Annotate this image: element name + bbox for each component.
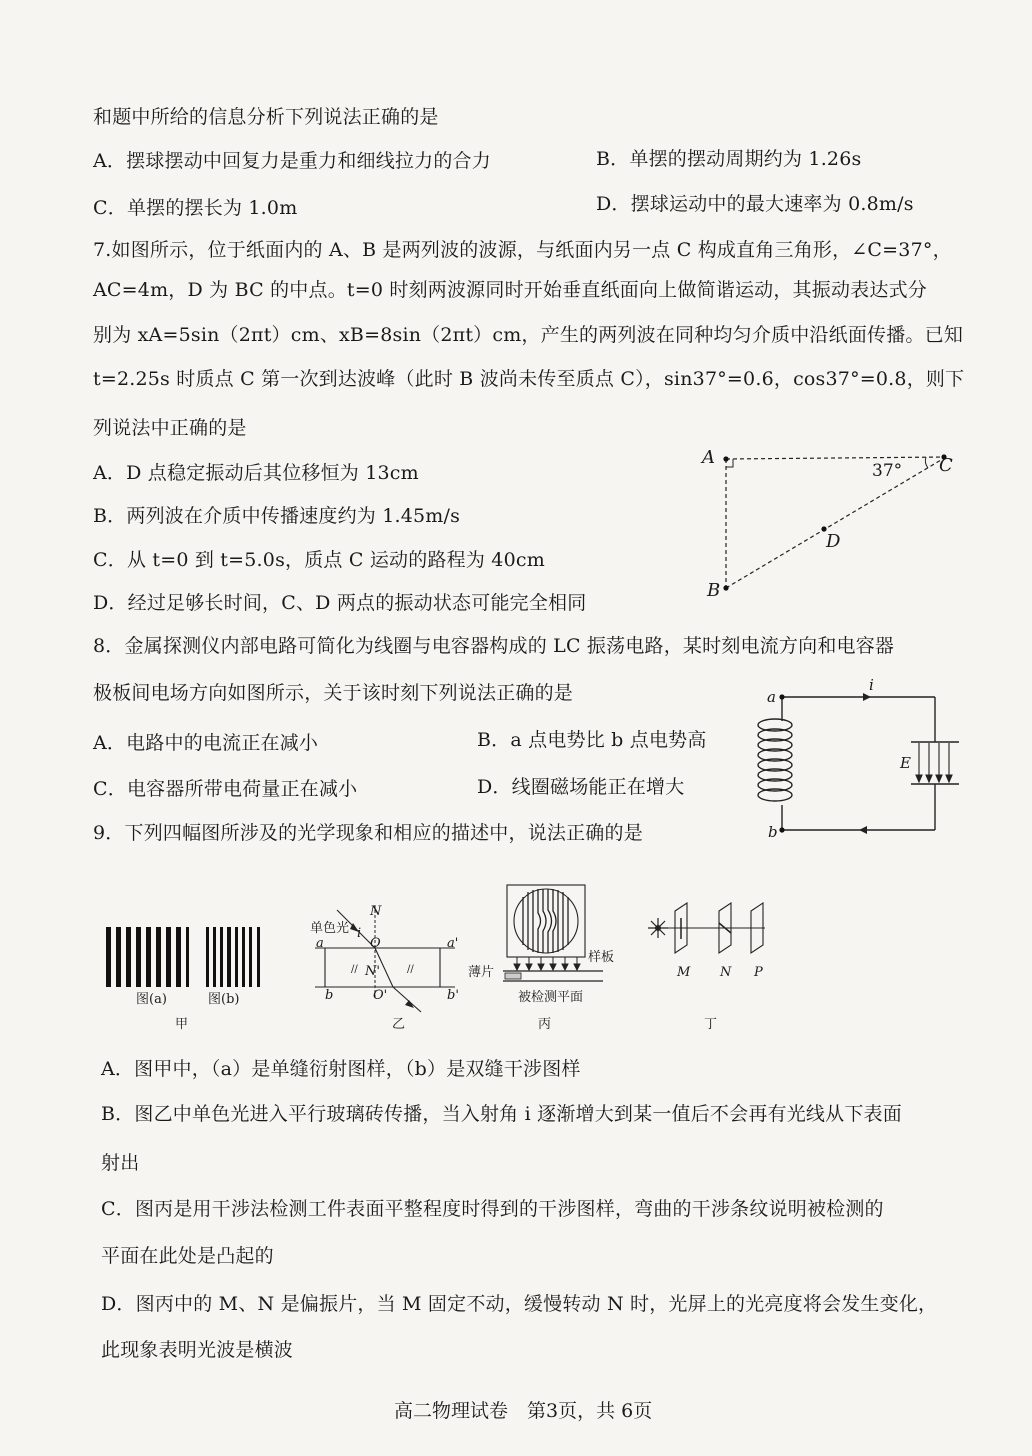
q7-option-b: B．两列波在介质中传播速度约为 1.45m/s [93,505,461,527]
fig-yi-b-prime: b' [447,988,459,1003]
q6-option-a: A．摆球摆动中回复力是重力和细线拉力的合力 [93,150,491,172]
lc-label-e: E [900,754,911,772]
q8-option-b: B．a 点电势比 b 点电势高 [477,729,707,751]
q8-line-2: 极板间电场方向如图所示，关于该时刻下列说法正确的是 [93,682,574,704]
q7-option-c: C．从 t=0 到 t=5.0s，质点 C 运动的路程为 40cm [93,549,545,571]
q8-option-a: A．电路中的电流正在减小 [93,732,319,754]
fig-yi-a-prime: a' [447,936,459,951]
q7-angle-label: 37° [872,461,903,481]
fig-ding-n: N [720,965,732,980]
q9-option-d-line-1: D．图丙中的 M、N 是偏振片，当 M 固定不动，缓慢转动 N 时，光屏上的光亮度将会发生变化， [101,1293,938,1315]
fig-bing-surface-label: 被检测平面 [518,990,584,1005]
q8-option-d: D．线圈磁场能正在增大 [477,776,685,798]
lc-circuit-figure [755,685,955,835]
fig-yi-n: N [370,904,382,919]
fig-yi-light-label: 单色光 [310,921,350,936]
fig-yi-n-prime: N' [365,964,380,979]
q7-label-d: D [826,531,841,552]
fig-jia-caption: 甲 [175,1017,189,1032]
q6-option-c: C．单摆的摆长为 1.0m [93,197,298,219]
lc-label-a: a [767,688,776,706]
q9-option-a: A．图甲中，（a）是单缝衍射图样，（b）是双缝干涉图样 [101,1058,581,1080]
q7-line-4: t=2.25s 时质点 C 第一次到达波峰（此时 B 波尚未传至质点 C），sin37°=0.6，cos37°=0.8，则下 [93,368,965,390]
q8-line-1: 8．金属探测仪内部电路可简化为线圈与电容器构成的 LC 振荡电路，某时刻电流方向和电容器 [93,635,895,657]
q9-line-1: 9．下列四幅图所涉及的光学现象和相应的描述中，说法正确的是 [93,822,643,844]
q7-option-a: A．D 点稳定振动后其位移恒为 13cm [93,462,419,484]
intro-line: 和题中所给的信息分析下列说法正确的是 [93,106,439,128]
q7-line-2: AC=4m，D 为 BC 的中点。t=0 时刻两波源同时开始垂直纸面向上做简谐运动，其振动表达式分 [93,279,927,301]
fig-bing-sample-label: 样板 [588,950,615,965]
svg-text://: // [407,964,414,975]
q6-option-b: B．单摆的摆动周期约为 1.26s [596,148,862,170]
q7-line-5: 列说法中正确的是 [93,417,247,439]
q9-option-b-line-1: B．图乙中单色光进入平行玻璃砖传播，当入射角 i 逐渐增大到某一值后不会再有光线从下表面 [101,1103,902,1125]
fig-yi-a: a [316,936,324,951]
fig-yi-o-prime: O' [373,988,388,1003]
fig-bing-caption: 丙 [538,1017,552,1032]
fig-yi-caption: 乙 [392,1017,406,1032]
fig-jia-label-a: 图(a) [136,992,167,1007]
fig-yi-b: b [325,988,334,1003]
lc-label-i: i [869,676,874,694]
q9-option-c-line-2: 平面在此处是凸起的 [101,1245,274,1267]
fig-yi-o: O [370,936,381,951]
page-footer: 高二物理试卷 第3页，共 6页 [394,1400,653,1422]
fig-yi-i: i [357,926,362,941]
fig-jia-fringes [100,921,290,991]
fig-ding-p: P [754,965,763,980]
q8-option-c: C．电容器所带电荷量正在减小 [93,778,358,800]
lc-label-b: b [768,823,778,841]
fig-bing-thin-label: 薄片 [468,965,495,980]
fig-ding-m: M [677,965,691,980]
q9-option-d-line-2: 此现象表明光波是横波 [101,1339,294,1361]
q7-line-3: 别为 xA=5sin（2πt）cm、xB=8sin（2πt）cm，产生的两列波在同种均匀介质中沿纸面传播。已知 [93,324,964,346]
q7-label-c: C [939,455,953,476]
fig-bing-interference [503,883,623,988]
q7-option-d: D．经过足够长时间，C、D 两点的振动状态可能完全相同 [93,592,587,614]
q7-line-1: 7.如图所示，位于纸面内的 A、B 是两列波的波源，与纸面内另一点 C 构成直角三角形，∠C=37°， [93,239,952,261]
fig-ding-polarizers [635,893,775,963]
q9-option-c-line-1: C．图丙是用干涉法检测工件表面平整程度时得到的干涉图样，弯曲的干涉条纹说明被检测的 [101,1198,884,1220]
q6-option-d: D．摆球运动中的最大速率为 0.8m/s [596,193,914,215]
q9-option-b-line-2: 射出 [101,1152,140,1174]
svg-text://: // [351,964,358,975]
fig-ding-caption: 丁 [704,1017,718,1032]
q7-label-a: A [702,447,715,468]
q7-triangle-figure [700,445,960,605]
q7-label-b: B [707,580,721,601]
fig-jia-label-b: 图(b) [208,992,240,1007]
